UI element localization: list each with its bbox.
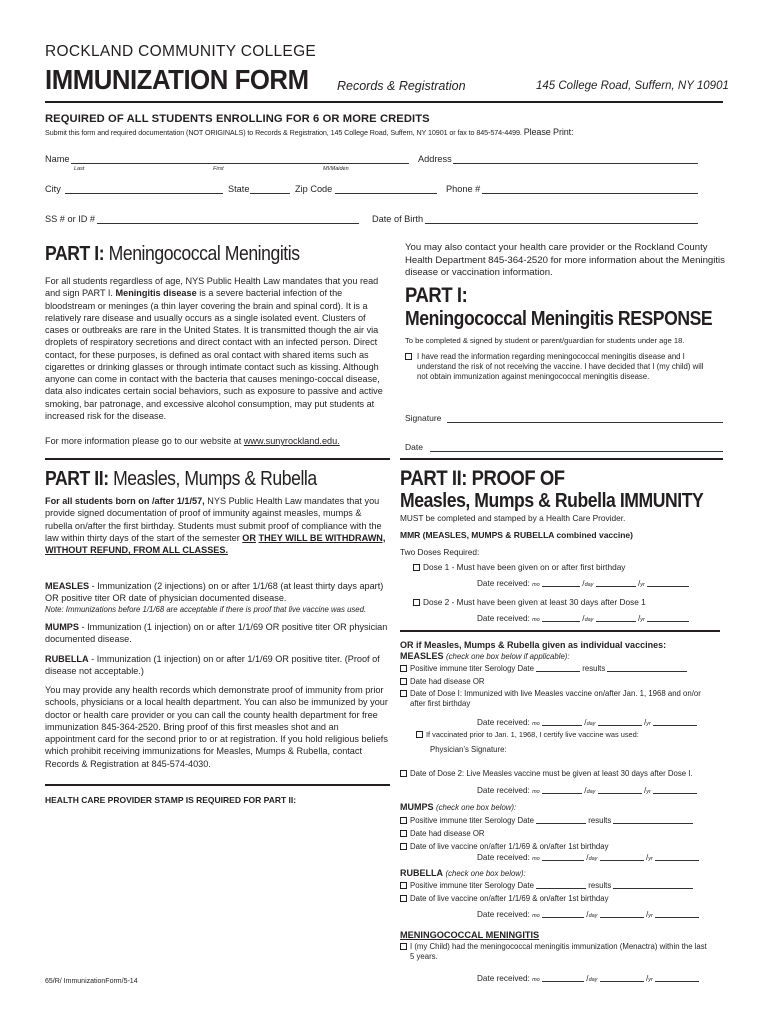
measles-dose1: Date of Dose I: Immunized with live Measles vaccine on/after Jan. 1, 1968 and on/or after first birthday bbox=[400, 689, 720, 709]
rubella-live-checkbox[interactable] bbox=[400, 895, 407, 902]
dose1-year[interactable] bbox=[647, 586, 689, 587]
dose2-year[interactable] bbox=[647, 621, 689, 622]
mumps-req: MUMPS - Immunization (1 injection) on or after 1/1/69 OR positive titer OR physician documented disease. bbox=[45, 622, 388, 645]
mmr-dose2: Dose 2 - Must have been given at least 30 days after Dose 1 bbox=[413, 597, 646, 608]
mumps-year[interactable] bbox=[655, 860, 699, 861]
mumps-titer-date[interactable] bbox=[536, 823, 586, 824]
city-field[interactable] bbox=[65, 193, 223, 194]
response-title-a: PART I: bbox=[405, 284, 468, 307]
part2-intro: For all students born on /after 1/1/57, NYS Public Health Law mandates that you provide signed documentation of proof of immunity against measles, mumps & rubella on/after the first birthday. Students must submit proof of compliance with the law within thirty days of the start of the semester OR THEY WILL BE WITHDRAWN, WITHOUT REFUND, FROM ALL CLASSES. bbox=[45, 496, 386, 555]
state-field[interactable] bbox=[250, 193, 290, 194]
form-footer: 65/R/ ImmunizationForm/5-14 bbox=[45, 978, 138, 985]
dose1-date-row: Date received: mo /day /yr bbox=[477, 579, 689, 588]
rubella-year[interactable] bbox=[655, 917, 699, 918]
physician-signature: Physician’s Signature: bbox=[430, 745, 507, 754]
mumps-had: Date had disease OR bbox=[400, 829, 485, 839]
measles-dose1-month[interactable] bbox=[542, 725, 582, 726]
ss-label: SS # or ID # bbox=[45, 214, 96, 224]
meningitis-day[interactable] bbox=[600, 981, 644, 982]
individual-rule bbox=[400, 630, 720, 632]
mumps-live: Date of live vaccine on/after 1/1/69 & on/after 1st birthday bbox=[400, 842, 609, 852]
rubella-heading: RUBELLA (check one box below): bbox=[400, 868, 526, 878]
ss-field[interactable] bbox=[97, 223, 359, 224]
measles-dose2: Date of Dose 2: Live Measles vaccine must be given at least 30 days after Dose I. bbox=[400, 769, 693, 779]
response-check-text: I have read the information regarding meningococcal meningitis disease and I understand the risk of not receiving the vaccine. I have decided that I (my child) will not obtain immunization against meningococcal meningitis disease. bbox=[417, 352, 704, 381]
rubella-titer-date[interactable] bbox=[536, 888, 586, 889]
measles-note: Note: Immunizations before 1/1/68 are acceptable if there is proof that live vaccine was used. bbox=[45, 605, 367, 614]
meningitis-month[interactable] bbox=[542, 981, 584, 982]
mmr-dose1: Dose 1 - Must have been given on or after first birthday bbox=[413, 562, 625, 573]
dose2-day[interactable] bbox=[596, 621, 636, 622]
rubella-titer-checkbox[interactable] bbox=[400, 882, 407, 889]
zip-label: Zip Code bbox=[295, 184, 333, 194]
measles-had: Date had disease OR bbox=[400, 677, 485, 687]
rubella-date: Date received: mo /day /yr bbox=[477, 910, 699, 919]
measles-dose1-year[interactable] bbox=[653, 725, 697, 726]
measles-dose1-date: Date received: mo /day /yr bbox=[477, 718, 697, 727]
form-title: IMMUNIZATION FORM bbox=[45, 64, 309, 95]
measles-req: MEASLES - Immunization (2 injections) on or after 1/1/68 (at least thirty days apart) OR positive titer OR date of physician documented disease. bbox=[45, 581, 384, 604]
name-label: Name bbox=[45, 154, 70, 164]
form-subtitle: Records & Registration bbox=[337, 79, 466, 93]
mumps-had-checkbox[interactable] bbox=[400, 830, 407, 837]
signature-label: Signature bbox=[405, 413, 442, 423]
phone-label: Phone # bbox=[446, 184, 481, 194]
measles-heading: MEASLES (check one box below if applicable): bbox=[400, 651, 570, 661]
response-note: To be completed & signed by student or parent/guardian for students under age 18. bbox=[405, 336, 685, 345]
measles-prior-checkbox[interactable] bbox=[416, 731, 423, 738]
stamp-rule bbox=[45, 784, 390, 786]
rubella-live: Date of live vaccine on/after 1/1/69 & on/after 1st birthday bbox=[400, 894, 609, 904]
individual-heading: OR if Measles, Mumps & Rubella given as individual vaccines: bbox=[400, 640, 667, 650]
meningitis-year[interactable] bbox=[655, 981, 699, 982]
measles-dose2-checkbox[interactable] bbox=[400, 770, 407, 777]
dose1-checkbox[interactable] bbox=[413, 564, 420, 571]
mumps-titer-checkbox[interactable] bbox=[400, 817, 407, 824]
part1-rule-left bbox=[45, 458, 390, 460]
rubella-titer: Positive immune titer Serology Date results bbox=[400, 881, 693, 891]
mmr-heading: MMR (MEASLES, MUMPS & RUBELLA combined vaccine) bbox=[400, 530, 633, 540]
meningitis-checkbox[interactable] bbox=[400, 943, 407, 950]
measles-titer-checkbox[interactable] bbox=[400, 665, 407, 672]
phone-field[interactable] bbox=[482, 193, 698, 194]
response-title-b: Meningococcal Meningitis RESPONSE bbox=[405, 308, 713, 330]
dose1-day[interactable] bbox=[596, 586, 636, 587]
college-name: ROCKLAND COMMUNITY COLLEGE bbox=[45, 43, 317, 60]
records-info: You may provide any health records which demonstrate proof of immunity from prior schools, physicians or a local health department. You can also be immunized by your doctor or health care provider or you can call the county health department for free immunization 845-364-2520. Bring proof of this first measles shot and an appointment card for the second prior to or at registration. If you hold religious beliefs which prohibit receiving immunizations for Measles, Mumps & Rubella, contact Records & Registration at 845-574-4030. bbox=[45, 685, 388, 769]
two-doses: Two Doses Required: bbox=[400, 547, 480, 557]
measles-prior: If vaccinated prior to Jan. 1, 1968, I certify live vaccine was used: bbox=[416, 730, 639, 740]
measles-had-checkbox[interactable] bbox=[400, 678, 407, 685]
dob-field[interactable] bbox=[425, 223, 698, 224]
stamp-heading: HEALTH CARE PROVIDER STAMP IS REQUIRED FOR PART II: bbox=[45, 795, 297, 805]
proof-must: MUST be completed and stamped by a Health Care Provider. bbox=[400, 513, 626, 523]
submit-instructions: Submit this form and required documentation (NOT ORIGINALS) to Records & Registration, 145 College Road, Suffern, NY 10901 or fax to 845-574-4499. Please Print: bbox=[45, 127, 574, 137]
mumps-month[interactable] bbox=[542, 860, 584, 861]
mumps-titer-results[interactable] bbox=[613, 823, 693, 824]
mi-sublabel: MI/Maiden bbox=[323, 166, 349, 172]
part1-title: PART I: Meningococcal Meningitis bbox=[45, 243, 300, 265]
more-info: For more information please go to our website at www.sunyrockland.edu. bbox=[45, 436, 340, 446]
measles-dose2-day[interactable] bbox=[598, 793, 642, 794]
mumps-live-checkbox[interactable] bbox=[400, 843, 407, 850]
proof-title-b: Measles, Mumps & Rubella IMMUNITY bbox=[400, 490, 704, 512]
address-field[interactable] bbox=[453, 163, 698, 164]
rubella-req: RUBELLA - Immunization (1 injection) on or after 1/1/69 OR positive titer. (Proof of disease not acceptable.) bbox=[45, 654, 380, 677]
measles-dose1-day[interactable] bbox=[598, 725, 642, 726]
response-checkbox-row bbox=[405, 352, 725, 382]
address-label: Address bbox=[418, 154, 452, 164]
meningitis-date: Date received: mo /day /yr bbox=[477, 974, 699, 983]
meningitis-row: I (my Child) had the meningococcal meningitis immunization (Menactra) within the last 5 years. bbox=[400, 942, 720, 962]
dose1-month[interactable] bbox=[542, 586, 580, 587]
name-field[interactable] bbox=[71, 163, 409, 164]
state-label: State bbox=[228, 184, 250, 194]
mumps-titer: Positive immune titer Serology Date results bbox=[400, 816, 693, 826]
mumps-day[interactable] bbox=[600, 860, 644, 861]
measles-dose2-year[interactable] bbox=[653, 793, 697, 794]
dose2-date-row: Date received: mo /day /yr bbox=[477, 614, 689, 623]
measles-titer-results[interactable] bbox=[607, 671, 687, 672]
last-sublabel: Last bbox=[74, 166, 85, 172]
dob-label: Date of Birth bbox=[372, 214, 424, 224]
dose2-checkbox[interactable] bbox=[413, 599, 420, 606]
requirement-heading: REQUIRED OF ALL STUDENTS ENROLLING FOR 6 OR MORE CREDITS bbox=[45, 113, 430, 125]
measles-dose1-checkbox[interactable] bbox=[400, 690, 407, 697]
rubella-day[interactable] bbox=[600, 917, 644, 918]
measles-dose2-date: Date received: mo /day /yr bbox=[477, 786, 697, 795]
meningitis-heading: MENINGOCOCCAL MENINGITIS bbox=[400, 930, 540, 940]
measles-dose2-month[interactable] bbox=[542, 793, 582, 794]
rubella-month[interactable] bbox=[542, 917, 584, 918]
rubella-titer-results[interactable] bbox=[613, 888, 693, 889]
part1-body: For all students regardless of age, NYS Public Health Law mandates that you read and sign PART I. Meningitis disease is a severe bacterial infection of the bloodstream or meninges (a thin layer covering the brain and spinal cord). It is a relatively rare disease and usually occurs as a single isolated event. Clusters of cases or outbreaks are rare in the United States. It is transmitted though the air via droplets of respiratory secretions and direct contact with an infected person. Direct contact, for these purposes, is defined as oral contact with shared items such as cigarettes or drinking glasses or through intimate contact such as kissing. Although anyone can come in contact with the bacteria that causes meningo-coccal disease, data also indicates certain social behaviors, such as exposure to passive and active smoking, bar patronage, and excessive alcohol consumption, may put students at increased risk for the disease. bbox=[45, 276, 383, 421]
dose2-month[interactable] bbox=[542, 621, 580, 622]
part2-title: PART II: Measles, Mumps & Rubella bbox=[45, 468, 317, 490]
mumps-heading: MUMPS (check one box below): bbox=[400, 802, 517, 812]
date-label: Date bbox=[405, 442, 423, 452]
city-label: City bbox=[45, 184, 61, 194]
measles-titer-date[interactable] bbox=[536, 671, 580, 672]
date-field[interactable] bbox=[430, 451, 723, 452]
header-rule bbox=[45, 101, 723, 103]
website-link[interactable]: www.sunyrockland.edu. bbox=[243, 436, 340, 446]
college-address: 145 College Road, Suffern, NY 10901 bbox=[536, 80, 729, 92]
signature-field[interactable] bbox=[447, 422, 723, 423]
response-checkbox[interactable] bbox=[405, 353, 412, 360]
mumps-date: Date received: mo /day /yr bbox=[477, 853, 699, 862]
proof-title-a: PART II: PROOF OF bbox=[400, 467, 565, 490]
contact-info: You may also contact your health care provider or the Rockland County Health Department 845-364-2520 for more information about the Meningitis disease or vaccination information. bbox=[405, 242, 725, 279]
part1-rule-right bbox=[400, 458, 723, 460]
first-sublabel: First bbox=[213, 166, 224, 172]
measles-titer: Positive immune titer Serology Date results bbox=[400, 664, 687, 674]
zip-field[interactable] bbox=[335, 193, 437, 194]
